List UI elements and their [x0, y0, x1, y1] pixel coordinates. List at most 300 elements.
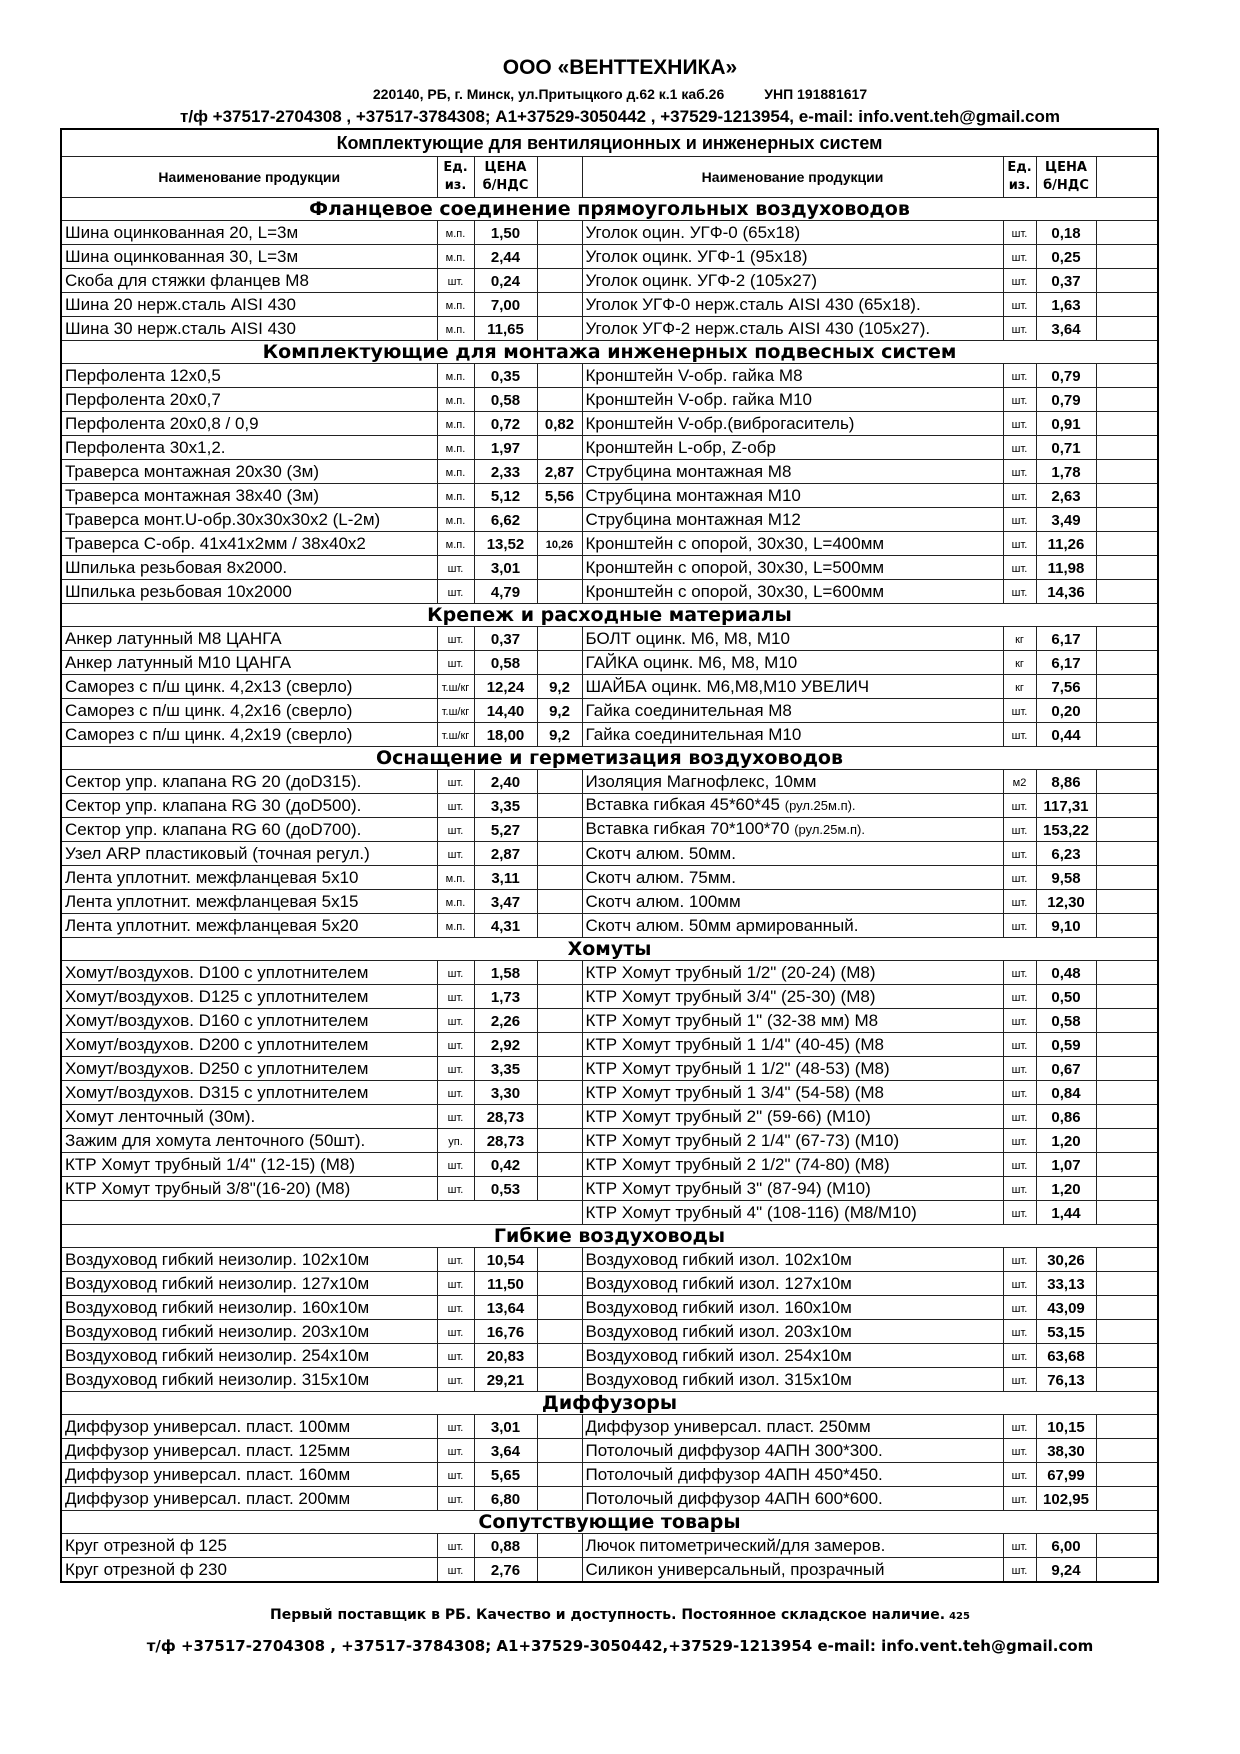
product-name-left: Узел ARP пластиковый (точная регул.)	[61, 842, 437, 866]
price-right: 0,48	[1036, 961, 1096, 985]
price-extra-left	[537, 1368, 582, 1392]
price-left: 3,11	[474, 866, 537, 890]
table-row	[61, 532, 1158, 556]
price-right: 11,98	[1036, 556, 1096, 580]
unit-left: шт.	[437, 1415, 474, 1439]
company-address-line	[0, 86, 1240, 102]
price-extra-left	[537, 580, 582, 604]
price-extra-left	[537, 508, 582, 532]
table-row	[61, 723, 1158, 747]
unit-left: шт.	[437, 1009, 474, 1033]
product-name-right	[582, 1320, 1003, 1344]
unit-right: шт.	[1003, 1439, 1036, 1463]
unit-left: м.п.	[437, 508, 474, 532]
unit-right: шт.	[1003, 1558, 1036, 1583]
table-row	[61, 1081, 1158, 1105]
unit-right: шт.	[1003, 1009, 1036, 1033]
price-extra-right	[1096, 388, 1158, 412]
price-extra-left	[537, 245, 582, 269]
price-right: 1,63	[1036, 293, 1096, 317]
column-header-price-right	[1036, 157, 1096, 198]
price-extra-left	[537, 1296, 582, 1320]
product-name-left: Хомут/воздухов. D315 с уплотнителем	[61, 1081, 437, 1105]
price-right: 0,58	[1036, 1009, 1096, 1033]
product-name-right	[582, 1201, 1003, 1225]
price-extra-left	[537, 221, 582, 245]
price-right: 1,44	[1036, 1201, 1096, 1225]
unit-left: м.п.	[437, 890, 474, 914]
product-name-right	[582, 1487, 1003, 1511]
price-left: 1,97	[474, 436, 537, 460]
unit-left: шт.	[437, 1296, 474, 1320]
price-left: 2,44	[474, 245, 537, 269]
price-extra-right	[1096, 1439, 1158, 1463]
section-title: Комплектующие для монтажа инженерных подвесных систем	[61, 341, 1158, 364]
unit-left: шт.	[437, 1487, 474, 1511]
price-extra-left	[537, 818, 582, 842]
table-row	[61, 985, 1158, 1009]
unit-left: м.п.	[437, 221, 474, 245]
product-name-left: Шина 30 нерж.сталь AISI 430	[61, 317, 437, 341]
product-name-left: Анкер латунный М8 ЦАНГА	[61, 627, 437, 651]
product-name-text: Воздуховод гибкий изол. 102х10м	[585, 1249, 852, 1269]
table-row	[61, 317, 1158, 341]
section-title: Хомуты	[61, 938, 1158, 961]
product-name-right	[582, 245, 1003, 269]
price-extra-right	[1096, 556, 1158, 580]
table-row	[61, 1558, 1158, 1583]
price-right: 0,59	[1036, 1033, 1096, 1057]
unit-right: шт.	[1003, 1177, 1036, 1201]
product-name-left: Шина оцинкованная 20, L=3м	[61, 221, 437, 245]
price-extra-right	[1096, 1463, 1158, 1487]
product-name-left: Шина оцинкованная 30, L=3м	[61, 245, 437, 269]
product-name-text: Скотч алюм. 50мм.	[585, 843, 736, 863]
unit-right: шт.	[1003, 723, 1036, 747]
product-name-text: Скотч алюм. 75мм.	[585, 867, 736, 887]
product-name-right	[582, 1105, 1003, 1129]
price-extra-left: 9,2	[537, 723, 582, 747]
product-name-text: Воздуховод гибкий изол. 315х10м	[585, 1369, 852, 1389]
product-name-text: Кронштейн с опорой, 30х30, L=400мм	[585, 533, 885, 553]
product-name-left: Воздуховод гибкий неизолир. 127х10м	[61, 1272, 437, 1296]
price-extra-right	[1096, 1534, 1158, 1558]
price-left: 28,73	[474, 1105, 537, 1129]
unit-left: м.п.	[437, 866, 474, 890]
table-title: Комплектующие для вентиляционных и инженерных систем	[61, 129, 1158, 157]
unit-left: шт.	[437, 985, 474, 1009]
product-name-text: Уголок оцинк. УГФ-1 (95х18)	[585, 246, 808, 266]
unit-left: уп.	[437, 1129, 474, 1153]
unit-left: шт.	[437, 269, 474, 293]
price-right: 53,15	[1036, 1320, 1096, 1344]
price-left: 5,12	[474, 484, 537, 508]
product-name-right	[582, 842, 1003, 866]
product-name-right	[582, 1177, 1003, 1201]
price-extra-right	[1096, 317, 1158, 341]
price-left: 0,72	[474, 412, 537, 436]
product-name-right	[582, 317, 1003, 341]
product-name-text: Вставка гибкая 45*60*45	[585, 795, 780, 814]
unit-right: шт.	[1003, 1320, 1036, 1344]
product-name-text: Уголок УГФ-0 нерж.сталь AISI 430 (65х18).	[585, 294, 921, 314]
unit-right: шт.	[1003, 269, 1036, 293]
unit-right: кг	[1003, 627, 1036, 651]
price-extra-left	[537, 1344, 582, 1368]
product-name-left: Воздуховод гибкий неизолир. 254х10м	[61, 1344, 437, 1368]
product-name-left: Траверса монтажная 20х30 (3м)	[61, 460, 437, 484]
price-right: 9,58	[1036, 866, 1096, 890]
price-left: 3,35	[474, 794, 537, 818]
product-name-left: Шпилька резьбовая 8х2000.	[61, 556, 437, 580]
unit-right: шт.	[1003, 1105, 1036, 1129]
product-name-right	[582, 818, 1003, 842]
price-right: 0,84	[1036, 1081, 1096, 1105]
price-extra-right	[1096, 1415, 1158, 1439]
company-unp: УНП 191881617	[764, 86, 868, 102]
unit-left: шт.	[437, 580, 474, 604]
page-number: 425	[949, 1611, 970, 1622]
product-name-left: Шина 20 нерж.сталь AISI 430	[61, 293, 437, 317]
product-name-left: Диффузор универсал. пласт. 200мм	[61, 1487, 437, 1511]
product-name-text: Потолочый диффузор 4АПН 300*300.	[585, 1440, 883, 1460]
product-name-left: Воздуховод гибкий неизолир. 160х10м	[61, 1296, 437, 1320]
table-row	[61, 1368, 1158, 1392]
price-extra-right	[1096, 412, 1158, 436]
product-name-left: Перфолента 20х0,8 / 0,9	[61, 412, 437, 436]
price-extra-left	[537, 890, 582, 914]
company-contacts: т/ф +37517-2704308 , +37517-3784308; A1+37529-3050442 , +37529-1213954, e-mail: info.vent.teh@gmail.com	[180, 107, 1060, 126]
table-row	[61, 1534, 1158, 1558]
column-header-name-right: Наименование продукции	[582, 157, 1003, 198]
price-extra-left: 2,87	[537, 460, 582, 484]
product-name-text: БОЛТ оцинк. М6, М8, М10	[585, 628, 790, 648]
product-name-text: Кронштейн V-обр. гайка М10	[585, 389, 812, 409]
table-row	[61, 1463, 1158, 1487]
product-name-left: Воздуховод гибкий неизолир. 315х10м	[61, 1368, 437, 1392]
unit-right: шт.	[1003, 914, 1036, 938]
price-left: 1,50	[474, 221, 537, 245]
price-extra-left	[537, 1463, 582, 1487]
product-name-left: Перфолента 20х0,7	[61, 388, 437, 412]
section-title: Диффузоры	[61, 1392, 1158, 1415]
unit-left: шт.	[437, 627, 474, 651]
footer-slogan: Первый поставщик в РБ. Качество и доступность. Постоянное складское наличие.	[270, 1607, 946, 1623]
price-extra-right	[1096, 1057, 1158, 1081]
price-right: 30,26	[1036, 1248, 1096, 1272]
table-row	[61, 818, 1158, 842]
unit-left: шт.	[437, 1057, 474, 1081]
product-name-left: Саморез с п/ш цинк. 4,2х16 (сверло)	[61, 699, 437, 723]
price-right: 0,44	[1036, 723, 1096, 747]
price-extra-left	[537, 1558, 582, 1583]
price-extra-right	[1096, 1033, 1158, 1057]
price-left: 18,00	[474, 723, 537, 747]
product-name-text: Скотч алюм. 50мм армированный.	[585, 915, 859, 935]
price-right: 9,10	[1036, 914, 1096, 938]
footer-slogan-line	[0, 1607, 1240, 1623]
product-name-right	[582, 412, 1003, 436]
section-header-row	[61, 341, 1158, 364]
unit-left: шт.	[437, 961, 474, 985]
product-name-left: Лента уплотнит. межфланцевая 5х15	[61, 890, 437, 914]
product-name-left: Диффузор универсал. пласт. 100мм	[61, 1415, 437, 1439]
price-extra-right	[1096, 627, 1158, 651]
table-row	[61, 436, 1158, 460]
price-left: 20,83	[474, 1344, 537, 1368]
price-left: 3,47	[474, 890, 537, 914]
price-extra-right	[1096, 699, 1158, 723]
product-name-text: КТР Хомут трубный 1 3/4" (54-58) (М8	[585, 1082, 885, 1102]
price-right: 0,50	[1036, 985, 1096, 1009]
price-extra-right	[1096, 1344, 1158, 1368]
table-row	[61, 1344, 1158, 1368]
unit-left: шт.	[437, 1033, 474, 1057]
price-extra-left	[537, 1129, 582, 1153]
price-extra-right	[1096, 818, 1158, 842]
product-name-left: Хомут/воздухов. D100 с уплотнителем	[61, 961, 437, 985]
unit-header-line1: Ед.	[443, 160, 468, 175]
price-left: 2,40	[474, 770, 537, 794]
table-row	[61, 1296, 1158, 1320]
price-left: 0,88	[474, 1534, 537, 1558]
price-left: 3,35	[474, 1057, 537, 1081]
product-name-left: Сектор упр. клапана RG 20 (доD315).	[61, 770, 437, 794]
product-name-right	[582, 1534, 1003, 1558]
price-right: 3,64	[1036, 317, 1096, 341]
product-name-text: Воздуховод гибкий изол. 203х10м	[585, 1321, 852, 1341]
product-name-right	[582, 675, 1003, 699]
unit-right: шт.	[1003, 842, 1036, 866]
product-name-right	[582, 1033, 1003, 1057]
unit-left: шт.	[437, 1534, 474, 1558]
unit-left: м.п.	[437, 532, 474, 556]
price-right: 10,15	[1036, 1415, 1096, 1439]
price-extra-right	[1096, 1320, 1158, 1344]
price-extra-left	[537, 1105, 582, 1129]
company-name: ООО «ВЕНТТЕХНИКА»	[502, 56, 738, 79]
unit-right: шт.	[1003, 1129, 1036, 1153]
price-extra-left	[537, 842, 582, 866]
table-row	[61, 1153, 1158, 1177]
empty-cell	[61, 1201, 582, 1225]
price-right: 6,17	[1036, 651, 1096, 675]
product-name-right	[582, 770, 1003, 794]
product-name-right	[582, 460, 1003, 484]
price-left: 0,53	[474, 1177, 537, 1201]
unit-right: шт.	[1003, 532, 1036, 556]
product-name-text: КТР Хомут трубный 3/4" (25-30) (М8)	[585, 986, 876, 1006]
price-left: 0,37	[474, 627, 537, 651]
price-right: 1,07	[1036, 1153, 1096, 1177]
unit-left: м.п.	[437, 914, 474, 938]
price-right: 1,78	[1036, 460, 1096, 484]
table-row	[61, 1415, 1158, 1439]
price-extra-left	[537, 651, 582, 675]
unit-left: м.п.	[437, 245, 474, 269]
unit-right: шт.	[1003, 484, 1036, 508]
table-row	[61, 961, 1158, 985]
unit-left: шт.	[437, 556, 474, 580]
table-row	[61, 1129, 1158, 1153]
product-name-text: КТР Хомут трубный 2" (59-66) (М10)	[585, 1106, 871, 1126]
product-name-text: КТР Хомут трубный 2 1/2" (74-80) (М8)	[585, 1154, 890, 1174]
section-header-row	[61, 747, 1158, 770]
price-extra-right	[1096, 1296, 1158, 1320]
price-extra-right	[1096, 1248, 1158, 1272]
section-header-row	[61, 938, 1158, 961]
price-left: 4,79	[474, 580, 537, 604]
product-name-left: Перфолента 12х0,5	[61, 364, 437, 388]
price-left: 11,65	[474, 317, 537, 341]
table-row	[61, 914, 1158, 938]
product-name-text: Диффузор универсал. пласт. 250мм	[585, 1416, 871, 1436]
price-extra-left	[537, 914, 582, 938]
price-right: 3,49	[1036, 508, 1096, 532]
price-left: 11,50	[474, 1272, 537, 1296]
unit-right: шт.	[1003, 961, 1036, 985]
product-name-right	[582, 1081, 1003, 1105]
price-extra-right	[1096, 1153, 1158, 1177]
unit-left: шт.	[437, 1081, 474, 1105]
price-right: 33,13	[1036, 1272, 1096, 1296]
product-name-right	[582, 556, 1003, 580]
product-name-left: Зажим для хомута ленточного (50шт).	[61, 1129, 437, 1153]
price-right: 0,71	[1036, 436, 1096, 460]
price-extra-right	[1096, 245, 1158, 269]
product-name-text: Потолочый диффузор 4АПН 600*600.	[585, 1488, 883, 1508]
product-name-text: ГАЙКА оцинк. М6, М8, М10	[585, 652, 798, 672]
product-name-right	[582, 699, 1003, 723]
price-left: 2,76	[474, 1558, 537, 1583]
price-extra-left	[537, 388, 582, 412]
table-row	[61, 1439, 1158, 1463]
price-header-line2: б/НДС	[482, 178, 529, 193]
product-name-left: Круг отрезной ф 230	[61, 1558, 437, 1583]
price-left: 0,24	[474, 269, 537, 293]
unit-left: шт.	[437, 1153, 474, 1177]
table-row	[61, 1009, 1158, 1033]
product-name-right	[582, 293, 1003, 317]
product-name-text: Скотч алюм. 100мм	[585, 891, 741, 911]
column-header-extra-left	[537, 157, 582, 198]
unit-right: шт.	[1003, 1248, 1036, 1272]
unit-left: м.п.	[437, 388, 474, 412]
price-left: 0,35	[474, 364, 537, 388]
column-header-price-left	[474, 157, 537, 198]
section-header-row	[61, 1511, 1158, 1534]
price-extra-right	[1096, 985, 1158, 1009]
price-extra-left	[537, 1081, 582, 1105]
table-row	[61, 1033, 1158, 1057]
price-extra-right	[1096, 866, 1158, 890]
unit-right: шт.	[1003, 436, 1036, 460]
price-left: 14,40	[474, 699, 537, 723]
price-left: 13,64	[474, 1296, 537, 1320]
product-name-right	[582, 627, 1003, 651]
section-title: Сопутствующие товары	[61, 1511, 1158, 1534]
price-header-line2: б/НДС	[1043, 178, 1089, 193]
unit-right: шт.	[1003, 508, 1036, 532]
section-title: Крепеж и расходные материалы	[61, 604, 1158, 627]
price-extra-left	[537, 1153, 582, 1177]
section-header-row	[61, 198, 1158, 221]
column-header-extra-right	[1096, 157, 1158, 198]
section-title: Гибкие воздуховоды	[61, 1225, 1158, 1248]
table-row	[61, 580, 1158, 604]
product-name-text: Гайка соединительная М10	[585, 724, 802, 744]
price-extra-left: 9,2	[537, 675, 582, 699]
table-row	[61, 1105, 1158, 1129]
price-left: 12,24	[474, 675, 537, 699]
table-row	[61, 508, 1158, 532]
product-name-right	[582, 1415, 1003, 1439]
unit-left: м.п.	[437, 484, 474, 508]
price-extra-right	[1096, 1272, 1158, 1296]
product-name-text: Вставка гибкая 70*100*70	[585, 819, 790, 838]
price-extra-right	[1096, 221, 1158, 245]
product-name-right	[582, 1558, 1003, 1583]
product-name-left: Хомут/воздухов. D250 с уплотнителем	[61, 1057, 437, 1081]
unit-left: шт.	[437, 842, 474, 866]
price-extra-left	[537, 556, 582, 580]
product-name-left: Хомут/воздухов. D200 с уплотнителем	[61, 1033, 437, 1057]
product-name-right	[582, 914, 1003, 938]
product-name-right	[582, 1153, 1003, 1177]
table-row	[61, 866, 1158, 890]
product-name-left: Траверса С-обр. 41х41х2мм / 38х40х2	[61, 532, 437, 556]
price-extra-right	[1096, 1201, 1158, 1225]
product-name-left: Сектор упр. клапана RG 60 (доD700).	[61, 818, 437, 842]
unit-right: шт.	[1003, 412, 1036, 436]
unit-right: шт.	[1003, 1057, 1036, 1081]
price-right: 6,00	[1036, 1534, 1096, 1558]
unit-right: шт.	[1003, 1344, 1036, 1368]
product-name-left: Траверса монт.U-обр.30х30х30х2 (L-2м)	[61, 508, 437, 532]
product-name-left: Сектор упр. клапана RG 30 (доD500).	[61, 794, 437, 818]
product-note: (рул.25м.п).	[784, 798, 856, 813]
product-name-left: Лента уплотнит. межфланцевая 5х20	[61, 914, 437, 938]
price-table	[60, 128, 1159, 1583]
price-left: 0,58	[474, 388, 537, 412]
product-name-text: Воздуховод гибкий изол. 160х10м	[585, 1297, 852, 1317]
product-name-right	[582, 1057, 1003, 1081]
product-name-left: Диффузор универсал. пласт. 125мм	[61, 1439, 437, 1463]
product-name-left: Перфолента 30х1,2.	[61, 436, 437, 460]
unit-right: шт.	[1003, 1368, 1036, 1392]
unit-right: шт.	[1003, 221, 1036, 245]
product-name-right	[582, 1344, 1003, 1368]
column-header-unit-left	[437, 157, 474, 198]
unit-right: шт.	[1003, 460, 1036, 484]
price-right: 0,67	[1036, 1057, 1096, 1081]
price-right: 43,09	[1036, 1296, 1096, 1320]
price-left: 29,21	[474, 1368, 537, 1392]
unit-right: шт.	[1003, 818, 1036, 842]
table-row	[61, 221, 1158, 245]
product-name-text: Лючок питометрический/для замеров.	[585, 1535, 886, 1555]
price-extra-right	[1096, 1487, 1158, 1511]
table-row	[61, 651, 1158, 675]
price-extra-right	[1096, 961, 1158, 985]
price-right: 0,25	[1036, 245, 1096, 269]
product-name-text: КТР Хомут трубный 4" (108-116) (М8/М10)	[585, 1202, 917, 1222]
price-left: 3,30	[474, 1081, 537, 1105]
company-address: 220140, РБ, г. Минск, ул.Притыцкого д.62 к.1 каб.26	[372, 86, 725, 102]
product-name-left: Диффузор универсал. пласт. 160мм	[61, 1463, 437, 1487]
product-name-left: КТР Хомут трубный 3/8"(16-20) (М8)	[61, 1177, 437, 1201]
price-extra-left	[537, 1177, 582, 1201]
